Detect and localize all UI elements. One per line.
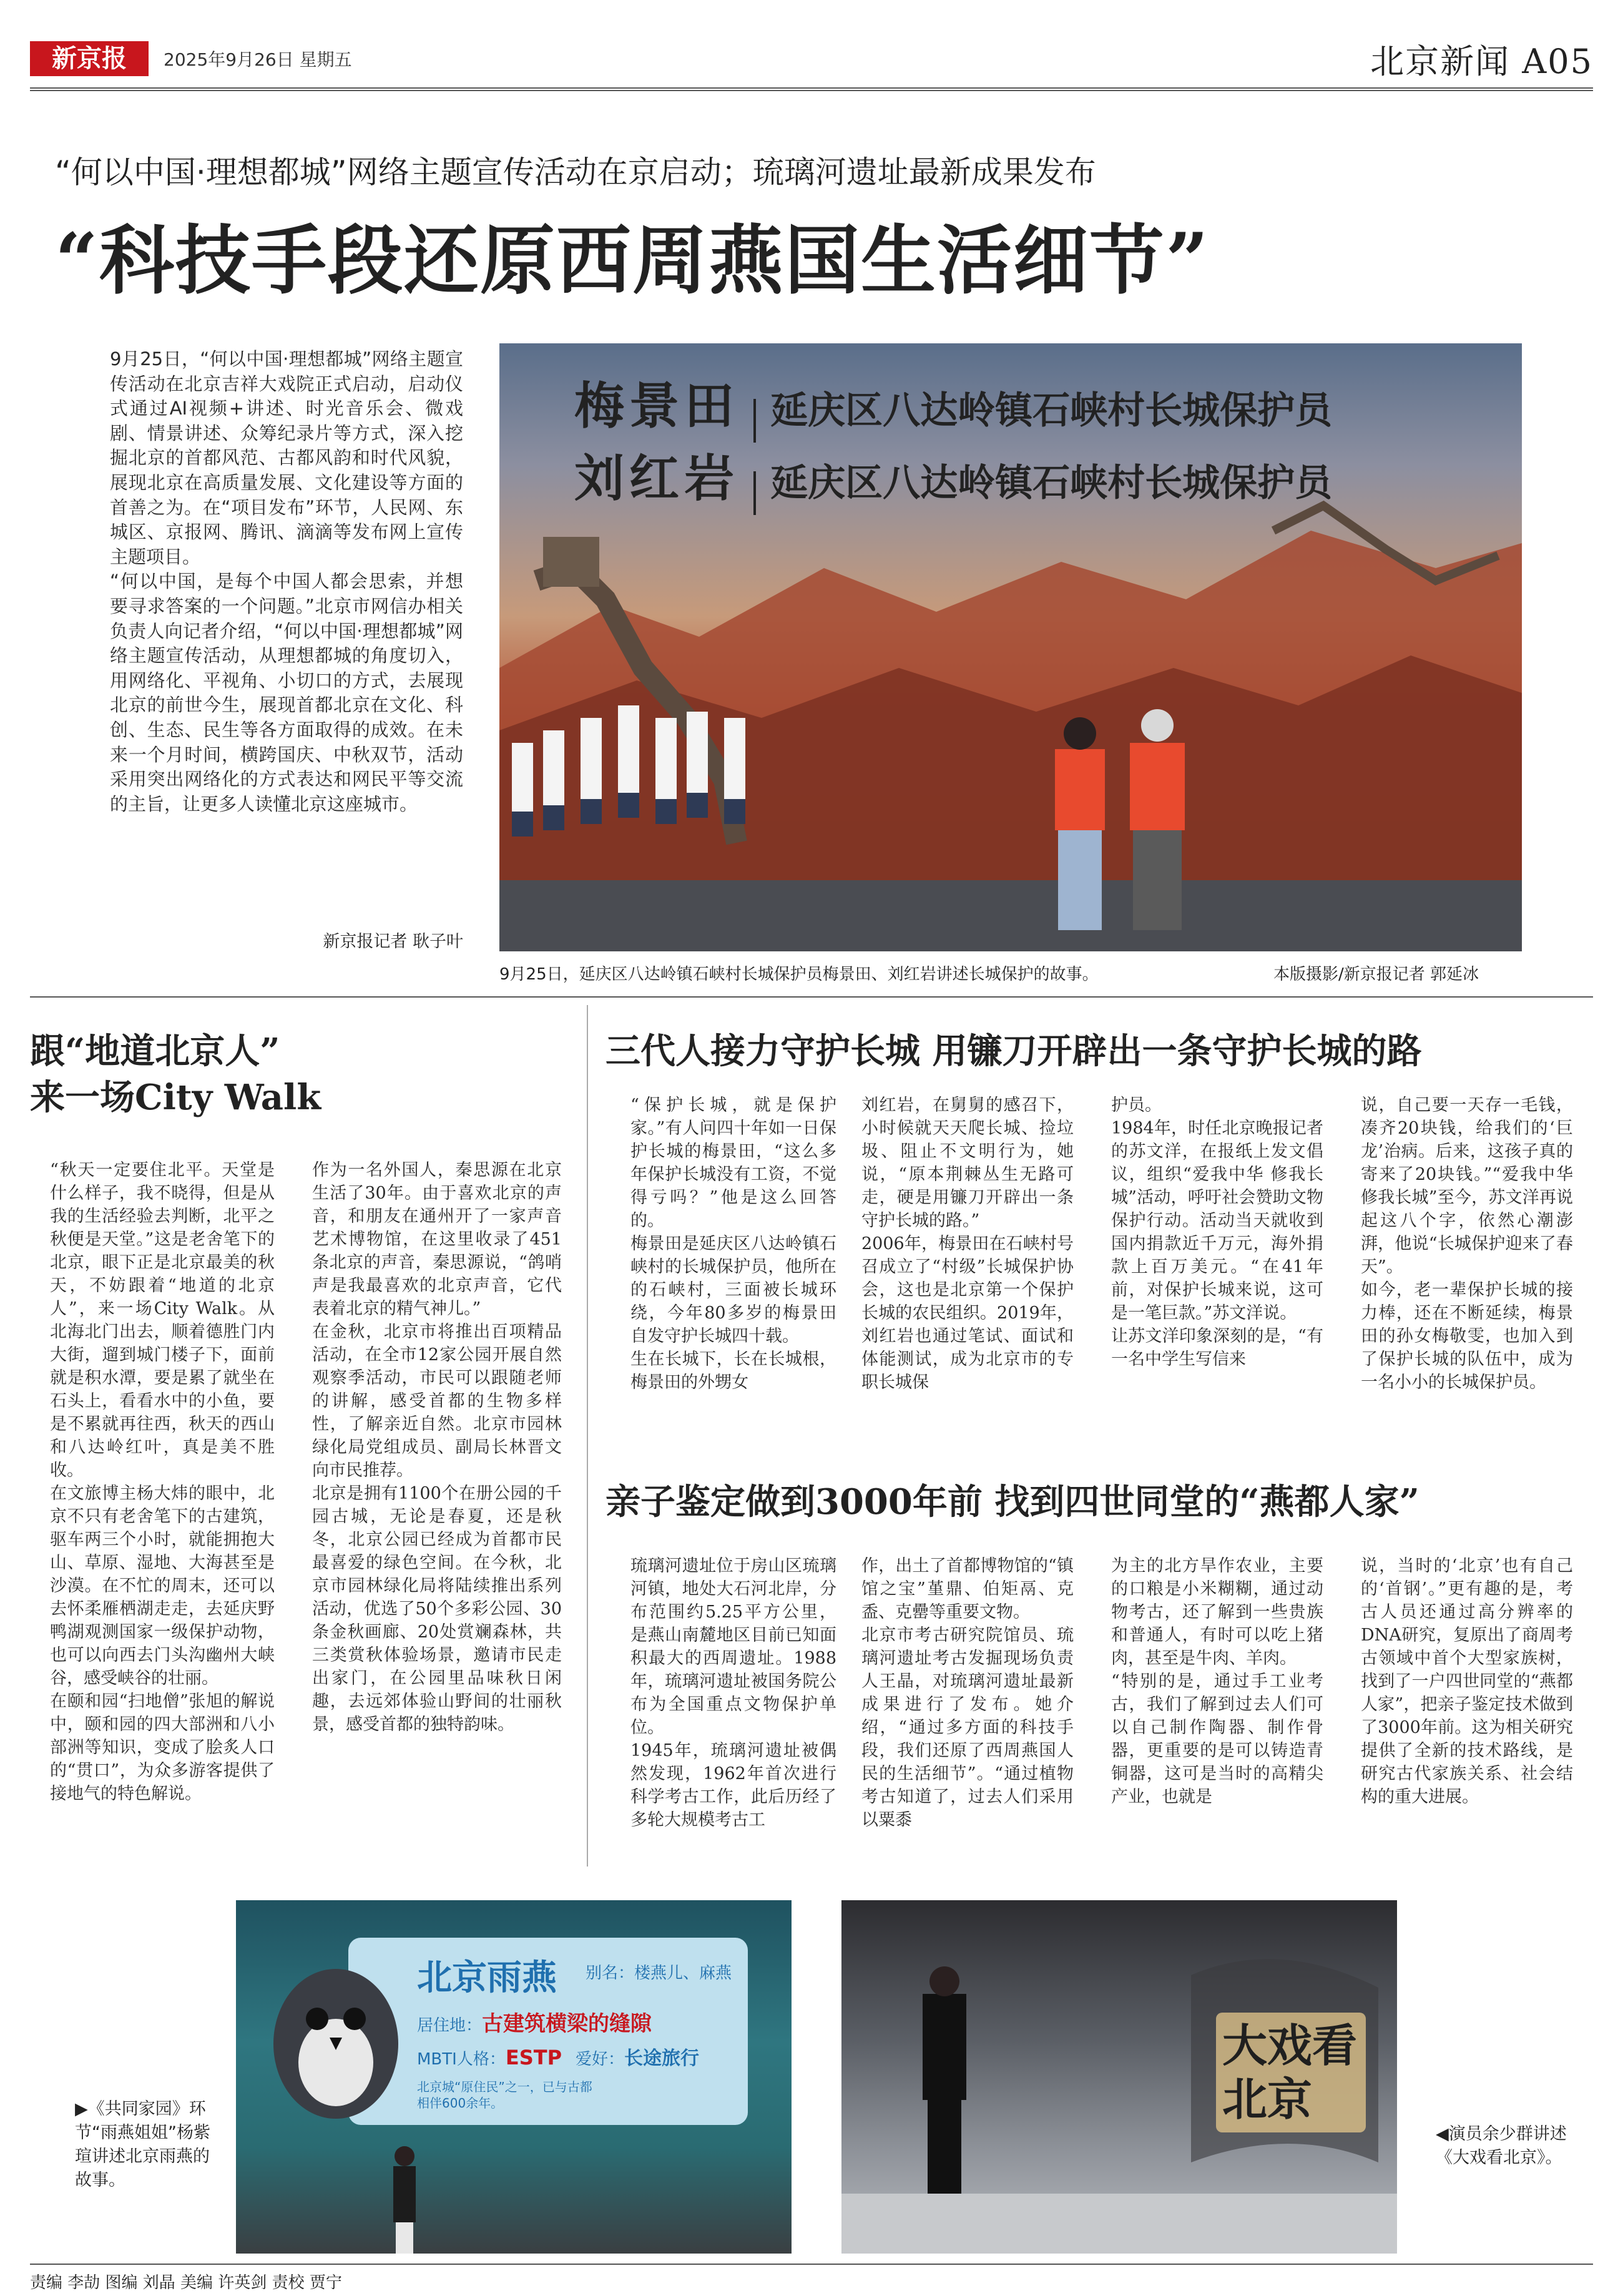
- opera-screen-text: 大戏看北京: [1216, 2013, 1366, 2132]
- main-photo-credit: 本版摄影/新京报记者 郭延冰: [1273, 965, 1479, 984]
- screen-line-2: [574, 438, 1332, 515]
- swift-mascot-illustration: [267, 1938, 405, 2125]
- swift-home-value: 古建筑横梁的缝隙: [482, 2011, 652, 2036]
- walk-title-line1: 跟“地道北京人”: [30, 1031, 280, 1072]
- swift-home-label: 居住地：: [417, 2016, 483, 2035]
- yan-col2: 作，出土了首都博物馆的“镇馆之宝”堇鼎、伯矩鬲、克盉、克罍等重要文物。 北京市考古研究院馆员、琉璃河遗址考古发掘现场负责人王晶，对琉璃河遗址最新成果进行了发布。她介绍，“通过多方面的科技手段，我们还原了西周燕国人民的生活细节”。“通过植物考古知道了，过去人们采用以粟黍: [861, 1556, 1074, 1830]
- swift-mbti-value: ESTP: [505, 2046, 562, 2069]
- header-divider: [30, 87, 1593, 91]
- screen-line-1: [574, 366, 1332, 443]
- swift-hobby-label: 爱好：: [576, 2050, 625, 2069]
- screen-title-1: 延庆区八达岭镇石峡村长城保护员: [770, 389, 1333, 433]
- wall-col3: 护员。 1984年，时任北京晚报记者的苏文洋，在报纸上发文倡议，组织“爱我中华 修我长城”活动，呼吁社会赞助文物保护行动。活动当天就收到国内捐款近千万元，海外捐款上百万美元。“在41年前，对保护长城来说，这可是一笔巨款。”苏文洋说。 让苏文洋印象深刻的是，“有一名中学生写信来: [1111, 1096, 1323, 1369]
- swift-mbti-label: MBTI人格：: [417, 2050, 506, 2069]
- footer-divider: [30, 2264, 1593, 2265]
- newspaper-logo: 新京报: [30, 41, 149, 76]
- yan-col1: 琉璃河遗址位于房山区琉璃河镇，地处大石河北岸，分布范围约5.25平方公里，是燕山南麓地区目前已知面积最大的西周遗址。1988年，琉璃河遗址被国务院公布为全国重点文物保护单位。 1945年，琉璃河遗址被偶然发现，1962年首次进行科学考古工作，此后历经了多轮大规模考古工: [630, 1556, 836, 1830]
- wall-title: 三代人接力守护长城 用镰刀开辟出一条守护长城的路: [606, 1031, 1422, 1072]
- section-divider: [30, 996, 1593, 998]
- main-photo-greatwall-stage: [499, 343, 1522, 951]
- lead-byline: 新京报记者 耿子叶: [323, 932, 463, 951]
- bottom-left-photo-swift: [236, 1900, 792, 2254]
- issue-date: 2025年9月26日 星期五: [164, 49, 352, 70]
- yan-col3: 为主的北方旱作农业，主要的口粮是小米糊糊，通过动物考古，还了解到一些贵族和普通人，有时可以吃上猪肉，甚至是牛肉、羊肉。 “特别的是，通过手工业考古，我们了解到过去人们可以自己制作陶器、制作骨器，更重要的是可以铸造青铜器，这可是当时的高精尖产业，也就是: [1111, 1556, 1323, 1807]
- column-divider: [587, 1005, 588, 1867]
- lead-kicker: “何以中国·理想都城”网络主题宣传活动在京启动；琉璃河遗址最新成果发布: [55, 154, 1096, 190]
- left-photo-caption: ▶《共同家园》环节“雨燕姐姐”杨紫瑄讲述北京雨燕的故事。: [75, 2099, 210, 2190]
- swift-screen-title: 北京雨燕: [417, 1958, 557, 1998]
- yan-col4: 说，当时的‘北京’也有自己的‘首钢’。”更有趣的是，考古人员还通过高分辨率的DNA研究，复原出了商周考古领域中首个大型家族树，找到了一户四世同堂的“燕都人家”，把亲子鉴定技术做到了3000年前。这为相关研究提供了全新的技术路线，是研究古代家族关系、社会结构的重大进展。: [1361, 1556, 1573, 1807]
- swift-screen-alias: 别名：楼燕儿、麻燕: [586, 1964, 732, 1983]
- main-photo-caption: 9月25日，延庆区八达岭镇石峡村长城保护员梅景田、刘红岩讲述长城保护的故事。: [499, 965, 1099, 984]
- swift-mbti-row: [417, 2043, 699, 2070]
- swift-home-row: [417, 2006, 652, 2037]
- screen-title-2: 延庆区八达岭镇石峡村长城保护员: [770, 461, 1333, 505]
- lead-body: 9月25日，“何以中国·理想都城”网络主题宣传活动在北京吉祥大戏院正式启动，启动仪式通过AI视频+讲述、时光音乐会、微戏剧、情景讲述、众筹纪录片等方式，深入挖掘北京的首都风范、古都风韵和时代风貌，展现北京在高质量发展、文化建设等方面的首善之为。在“项目发布”环节，人民网、东城区、京报网、腾讯、滴滴等发布网上宣传主题项目。 “何以中国，是每个中国人都会思索，并想要寻求答案的一个问题。”北京市网信办相关负责人向记者介绍，“何以中国·理想都城”网络主题宣传活动，从理想都城的角度切入，用网络化、平视角、小切口的方式，去展现北京的前世今生，展现首都北京在文化、科创、生态、民生等各方面取得的成效。在未来一个月时间，横跨国庆、中秋双节，活动采用突出网络化的方式表达和网民平等交流的主旨，让更多人读懂北京这座城市。: [110, 348, 463, 815]
- right-photo-caption: ◀演员余少群讲述《大戏看北京》。: [1436, 2124, 1567, 2167]
- wall-col1: “保护长城，就是保护家。”有人问四十年如一日保护长城的梅景田，“这么多年保护长城没有工资，不觉得亏吗？”他是这么回答的。 梅景田是延庆区八达岭镇石峡村的长城保护员，他所在的石峡村，三面被长城环绕，今年80多岁的梅景田自发守护长城四十载。 生在长城下，长在长城根，梅景田的外甥女: [630, 1096, 836, 1392]
- speaker-figure: [386, 2144, 423, 2254]
- editorial-credits: 责编 李劼 图编 刘晶 美编 许英剑 责校 贾宁: [30, 2274, 342, 2292]
- screen-name-2: 刘红岩: [574, 449, 739, 508]
- wall-col4: 说，自己要一天存一毛钱，凑齐20块钱，给我们的‘巨龙’治病。后来，这孩子真的寄来了20块钱。”“爱我中华 修我长城”至今，苏文洋再说起这八个字，依然心潮澎湃，他说“长城保护迎来了春天”。 如今，老一辈保护长城的接力棒，还在不断延续，梅景田的孙女梅敬雯，也加入到了保护长城的队伍中，成为一名小小的长城保护员。: [1361, 1096, 1573, 1392]
- screen-separator: [753, 471, 756, 515]
- screen-name-1: 梅景田: [574, 376, 739, 435]
- section-page-label: 北京新闻 A05: [1370, 42, 1593, 81]
- bottom-right-photo-opera: [841, 1900, 1397, 2254]
- walk-col2: 作为一名外国人，秦思源在北京生活了30年。由于喜欢北京的声音，和朋友在通州开了一家声音艺术博物馆，在这里收录了451条北京的声音，秦思源说，“鸽哨声是我最喜欢的北京声音，它代表着北京的精气神儿。” 在金秋，北京市将推出百项精品活动，在全市12家公园开展自然观察季活动，市民可以跟随老师的讲解，感受首都的生物多样性，了解亲近自然。北京市园林绿化局党组成员、副局长林晋文向市民推荐。 北京是拥有1100个在册公园的千园古城，无论是春夏，还是秋冬，北京公园已经成为首都市民最喜爱的绿色空间。在今秋，北京市园林绿化局将陆续推出系列活动，优选了50个多彩公园、30条金秋画廊、20处赏斓森林，共三类赏秋体验场景，邀请市民走出家门，在公园里品味秋日闲趣，去远郊体验山野间的壮丽秋景，感受首都的独特韵味。: [312, 1160, 562, 1734]
- screen-separator: [753, 399, 756, 443]
- yan-title: 亲子鉴定做到3000年前 找到四世同堂的“燕都人家”: [606, 1481, 1420, 1523]
- lead-headline: “科技手段还原西周燕国生活细节”: [55, 217, 1210, 305]
- wall-col2: 刘红岩，在舅舅的感召下，小时候就天天爬长城、捡垃圾、阻止不文明行为，她说，“原本荆棘丛生无路可走，硬是用镰刀开辟出一条守护长城的路。” 2006年，梅景田在石峡村号召成立了“村级”长城保护协会，这也是北京第一个保护长城的农民组织。2019年，刘红岩也通过笔试、面试和体能测试，成为北京市的专职长城保: [861, 1096, 1074, 1392]
- walk-col1: “秋天一定要住北平。天堂是什么样子，我不晓得，但是从我的生活经验去判断，北平之秋便是天堂。”这是老舍笔下的北京，眼下正是北京最美的秋天，不妨跟着“地道的北京人”，来一场City Walk。从北海北门出去，顺着德胜门内大街，遛到城门楼子下，面前就是积水潭，要是累了就坐在石头上，看看水中的小鱼，要是不累就再往西，秋天的西山和八达岭红叶，真是美不胜收。 在文旅博主杨大炜的眼中，北京不只有老舍笔下的古建筑，驱车两三个小时，就能拥抱大山、草原、湿地、大海甚至是沙漠。在不忙的周末，还可以去怀柔雁栖湖走走，去延庆野鸭湖观测国家一级保护动物，也可以向西去门头沟幽州大峡谷，感受峡谷的壮丽。 在颐和园“扫地僧”张旭的解说中，颐和园的四大部洲和八小部洲等知识，变成了脍炙人口的“贯口”，为众多游客提供了接地气的特色解说。: [50, 1160, 275, 1803]
- walk-title-line2: 来一场City Walk: [30, 1077, 321, 1118]
- swift-hobby-value: 长途旅行: [624, 2048, 700, 2069]
- swift-note: 北京城“原住民”之一，已与古都相伴600余年。: [417, 2079, 592, 2111]
